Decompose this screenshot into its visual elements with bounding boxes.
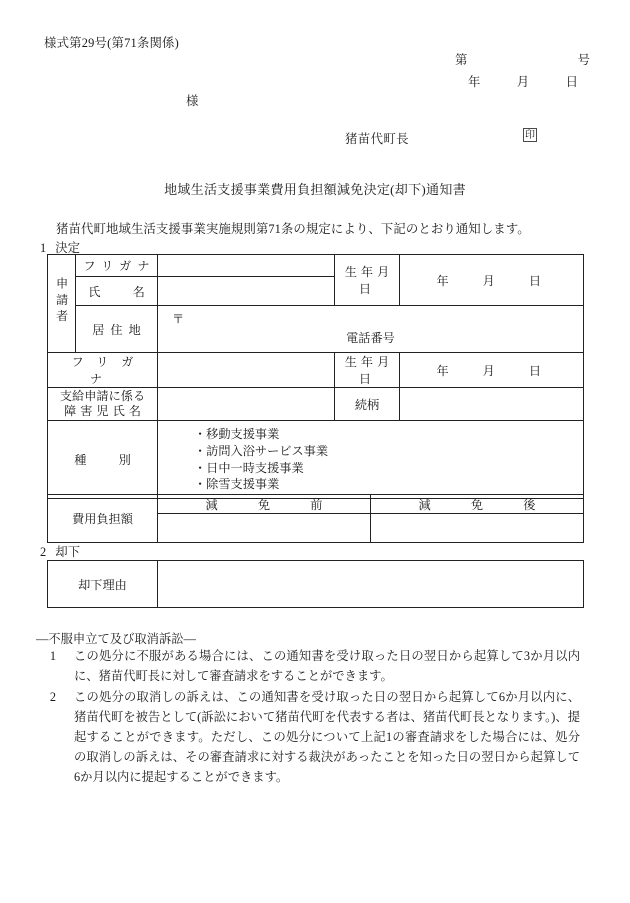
child-birthdate-label: 生年月日 bbox=[335, 353, 400, 388]
seal-stamp-box: 印 bbox=[525, 130, 535, 141]
section-decision-number: 1 bbox=[40, 241, 47, 255]
kind-label: 種 別 bbox=[48, 421, 158, 499]
kind-list bbox=[158, 421, 583, 498]
appeal-item-1 bbox=[42, 647, 580, 687]
child-name-label bbox=[48, 388, 158, 421]
table-row-child-furigana bbox=[48, 353, 584, 388]
cost-before-header: 減 免 前 bbox=[158, 495, 371, 514]
applicant-birthdate-label: 生年月日 bbox=[335, 255, 400, 306]
rejection-reason-table bbox=[47, 560, 584, 608]
child-birth-month: 月 bbox=[482, 363, 495, 378]
applicant-name-value[interactable] bbox=[158, 277, 335, 306]
applicant-vertical-label: 申請者 bbox=[54, 277, 69, 326]
applicant-birthdate-value[interactable] bbox=[400, 255, 584, 306]
section-rejection-number: 2 bbox=[40, 545, 47, 559]
applicant-birth-month: 月 bbox=[482, 273, 495, 288]
document-number-suffix: 号 bbox=[577, 53, 590, 67]
intro-text: 猪苗代町地域生活支援事業実施規則第71条の規定により、下記のとおり通知します。 bbox=[56, 222, 530, 236]
child-name-value[interactable] bbox=[158, 388, 335, 421]
table-row-applicant-furigana bbox=[48, 255, 584, 277]
applicant-vertical-label-cell bbox=[48, 255, 76, 353]
table-row-kind bbox=[48, 421, 584, 499]
page-title: 地域生活支援事業費用負担額減免決定(却下)通知書 bbox=[164, 182, 466, 197]
child-birth-day: 日 bbox=[528, 363, 541, 378]
applicant-birth-year: 年 bbox=[436, 273, 449, 288]
postal-code-mark: 〒 bbox=[172, 312, 185, 326]
applicant-table bbox=[47, 254, 584, 499]
cost-after-value[interactable] bbox=[371, 514, 584, 543]
document-date-day: 日 bbox=[565, 75, 578, 89]
issuer-name: 猪苗代町長 bbox=[345, 132, 409, 146]
child-furigana-value[interactable] bbox=[158, 353, 335, 388]
relationship-value[interactable] bbox=[400, 388, 584, 421]
appeal-item-2-number: 2 bbox=[49, 690, 57, 704]
applicant-name-label: 氏 名 bbox=[76, 277, 158, 306]
document-date-year: 年 bbox=[468, 75, 481, 89]
section-rejection-title: 却下 bbox=[55, 545, 80, 559]
list-item[interactable]: ・日中一時支援事業 bbox=[194, 460, 304, 475]
section-decision-title: 決定 bbox=[55, 241, 80, 255]
table-row-child-name bbox=[48, 388, 584, 421]
document-date-field bbox=[468, 72, 578, 90]
child-name-label-line2: 障害児氏名 bbox=[64, 404, 145, 418]
child-furigana-label: フリガナ bbox=[48, 353, 158, 388]
appeal-item-1-text: この処分に不服がある場合には、この通知書を受け取った日の翌日から起算して3か月以内に、猪苗代町長に対して審査請求をすることができます。 bbox=[74, 649, 580, 683]
child-birthdate-value[interactable] bbox=[400, 353, 584, 388]
relationship-label: 続柄 bbox=[335, 388, 400, 421]
section-rejection-label bbox=[40, 542, 80, 560]
list-item[interactable]: ・移動支援事業 bbox=[194, 427, 280, 441]
list-item[interactable]: ・除雪支援事業 bbox=[194, 477, 280, 492]
list-item[interactable]: ・訪問入浴サービス事業 bbox=[194, 443, 329, 458]
addressee-suffix: 様 bbox=[186, 94, 199, 108]
phone-number-label: 電話番号 bbox=[346, 331, 395, 345]
document-number-prefix: 第 bbox=[455, 53, 468, 67]
appeal-section-heading: ―不服申立て及び取消訴訟― bbox=[36, 632, 196, 646]
table-row-applicant-residence bbox=[48, 306, 584, 353]
cost-burden-table bbox=[47, 494, 584, 543]
appeal-item-2-text: この処分の取消しの訴えは、この通知書を受け取った日の翌日から起算して6か月以内に、猪苗代町を被告として(訴訟において猪苗代町を代表する者は、猪苗代町長となります。)、提起することができます。ただし、この処分について上記1の審査請求をした場合には、処分の取消しの訴えは、その審査請求に対する裁決があったことを知った日の翌日から起算して6か月以内に提起することができます。 bbox=[74, 690, 580, 784]
rejection-reason-value[interactable] bbox=[158, 561, 584, 608]
applicant-furigana-label: フリガナ bbox=[76, 255, 158, 277]
cost-after-header: 減 免 後 bbox=[371, 495, 584, 514]
cost-burden-label: 費用負担額 bbox=[48, 495, 158, 543]
table-row-cost-header bbox=[48, 495, 584, 514]
child-name-label-line1: 支給申請に係る bbox=[59, 388, 146, 403]
applicant-residence-value[interactable] bbox=[158, 306, 584, 353]
applicant-birth-day: 日 bbox=[528, 273, 541, 288]
applicant-residence-label: 居住地 bbox=[76, 306, 158, 353]
appeal-item-1-number: 1 bbox=[49, 649, 57, 663]
form-number: 様式第29号(第71条関係) bbox=[44, 36, 179, 50]
child-birth-year: 年 bbox=[436, 363, 449, 378]
cost-before-value[interactable] bbox=[158, 514, 371, 543]
table-row-rejection-reason bbox=[48, 561, 584, 608]
appeal-item-2 bbox=[42, 688, 580, 788]
document-number-field bbox=[455, 50, 590, 68]
rejection-reason-label: 却下理由 bbox=[48, 561, 158, 608]
document-date-month: 月 bbox=[516, 75, 530, 89]
applicant-furigana-value[interactable] bbox=[158, 255, 335, 277]
kind-value[interactable] bbox=[158, 421, 584, 499]
